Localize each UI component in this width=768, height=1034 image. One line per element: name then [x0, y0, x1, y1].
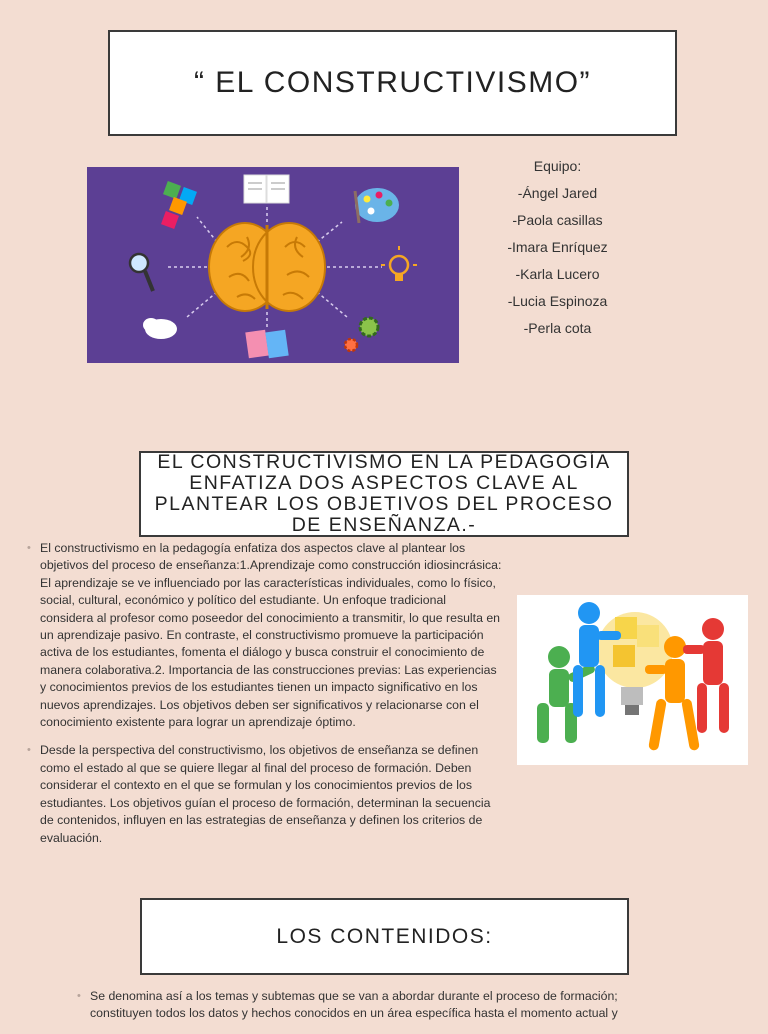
brain-icon	[209, 223, 325, 311]
bullet-paragraph	[27, 742, 502, 846]
team-list	[490, 153, 625, 342]
section-heading: EL CONSTRUCTIVISMO EN LA PEDAGOGÍA ENFATIZA DOS ASPECTOS CLAVE AL PLANTEAR LOS OBJETIVOS DEL PROCESO DE ENSEÑANZA.-	[139, 451, 629, 537]
section-heading: LOS CONTENIDOS:	[140, 898, 629, 975]
bullet-paragraph	[27, 540, 502, 731]
bullet-icon: •	[27, 744, 31, 757]
team-member: -Paola casillas	[512, 212, 603, 228]
notebook-icon	[245, 330, 288, 359]
team-heading: Equipo:	[533, 158, 582, 174]
teamwork-graphic	[517, 595, 748, 765]
team-member: -Perla cota	[523, 320, 592, 336]
page-title: “ EL CONSTRUCTIVISMO”	[108, 30, 677, 136]
brain-graphic	[87, 167, 459, 363]
paragraph-text: Se denomina así a los temas y subtemas que se van a abordar durante el proceso de formación; constituyen todos los datos y hechos conocidos en un área específica hasta el momento actual y	[90, 989, 618, 1021]
team-member: -Lucia Espinoza	[507, 293, 608, 309]
book-icon	[244, 175, 289, 203]
section-body	[27, 540, 502, 858]
team-member: -Imara Enríquez	[507, 239, 608, 255]
bullet-icon: •	[27, 542, 31, 554]
team-member: -Ángel Jared	[517, 185, 598, 201]
bullet-paragraph	[77, 988, 652, 1023]
paragraph-text: El constructivismo en la pedagogía enfatiza dos aspectos clave al plantear los objetivos del proceso de enseñanza:1.Aprendizaje como construcción idiosincrásica: El aprendizaje se ve influenciado por las características individuales, como lo físico, social, cultural, económico y político del estudiante. Un enfoque tradicional considera al profesor como poseedor del conocimiento a transmitir, lo que resulta en un aprendizaje pasivo. En contraste, el constructivismo promueve la participación activa de los estudiantes, fomenta el diálogo y busca construir el conocimiento de manera colaborativa.2. Importancia de las construcciones previas: Las experiencias y conocimientos previos de los estudiantes tienen un impacto significativo en los nuevos aprendizajes. Los objetivos deben ser significativos y relacionarse con el conocimiento existente para lograr un aprendizaje óptimo.	[40, 541, 502, 730]
section-body	[77, 988, 652, 1034]
teamwork-illustration	[517, 595, 748, 765]
brain-illustration	[87, 167, 459, 363]
paragraph-text: Desde la perspectiva del constructivismo, los objetivos de enseñanza se definen como el estado al que se quiere llegar al final del proceso de formación. Deben considerar el contexto en el que se formulan y los conocimientos previos de los estudiantes. Los objetivos guían el proceso de formación, determinan la secuencia de contenidos, influyen en las estrategias de enseñanza y definen los criterios de evaluación.	[40, 743, 491, 845]
team-member: -Karla Lucero	[515, 266, 600, 282]
bullet-icon: •	[77, 990, 81, 1002]
